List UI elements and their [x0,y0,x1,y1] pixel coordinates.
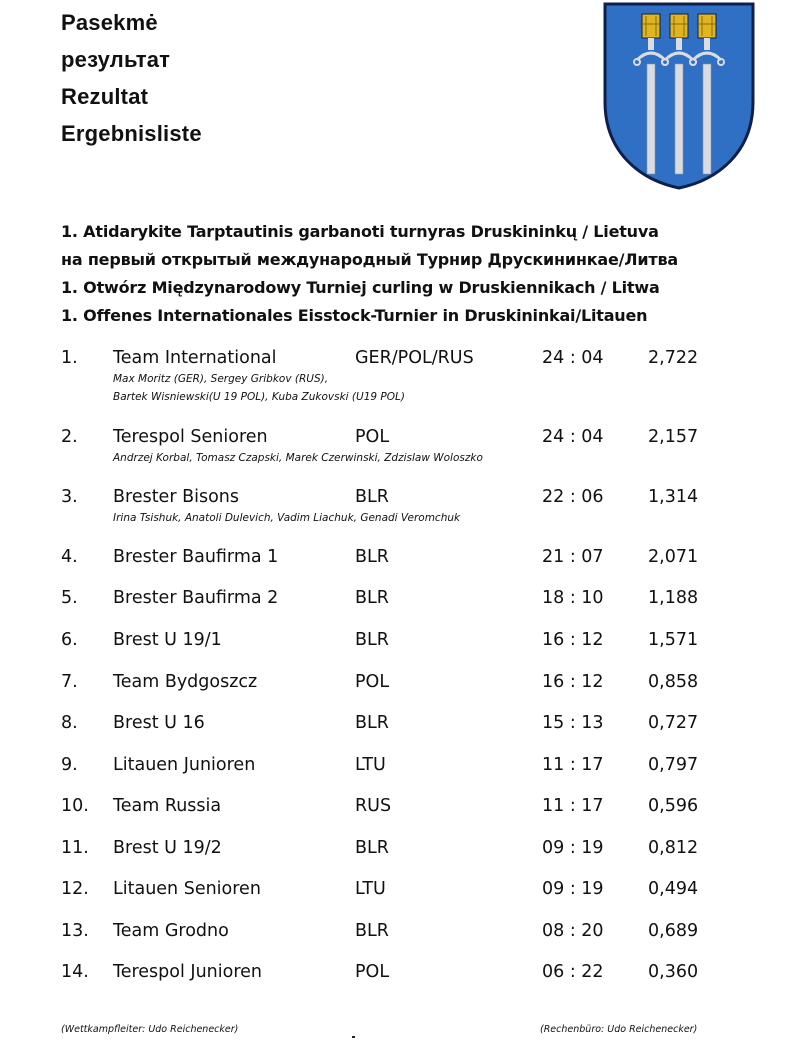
subtitle-line-de: 1. Offenes Internationales Eisstock-Turnier in Druskininkai/Litauen [61,306,648,325]
nation-code: RUS [355,796,392,816]
score-cell: 15 : 13 [542,713,604,733]
score-cell: 24 : 04 [542,348,604,368]
team-name: Litauen Senioren [113,879,261,899]
nation-code: BLR [355,547,389,567]
team-name: Brester Bisons [113,487,239,507]
nation-code: POL [355,427,390,447]
score-cell: 21 : 07 [542,547,604,567]
score-cell: 08 : 20 [542,921,604,941]
team-name: Brester Baufirma 2 [113,588,279,608]
score-cell: 22 : 06 [542,487,604,507]
team-name: Terespol Senioren [113,427,268,447]
player-list [113,509,460,527]
rank-cell: 3. [61,487,78,507]
nation-code: GER/POL/RUS [355,348,474,368]
rank-cell: 14. [61,962,89,982]
ratio-cell: 0,797 [648,755,699,775]
team-name: Team Russia [113,796,222,816]
title-german: Ergebnisliste [61,121,202,146]
ratio-cell: 0,494 [648,879,699,899]
score-cell: 16 : 12 [542,672,604,692]
team-name: Brest U 19/2 [113,838,222,858]
ratio-cell: 1,188 [648,588,699,608]
ratio-cell: 0,727 [648,713,699,733]
team-name: Brest U 16 [113,713,205,733]
scan-dot [352,1036,355,1038]
player-line: Max Moritz (GER), Sergey Gribkov (RUS), [113,373,329,385]
team-name: Litauen Junioren [113,755,256,775]
nation-code: BLR [355,588,389,608]
ratio-cell: 0,596 [648,796,699,816]
nation-code: POL [355,672,390,692]
nation-code: BLR [355,921,389,941]
ratio-cell: 1,571 [648,630,699,650]
nation-code: BLR [355,487,389,507]
ratio-cell: 2,071 [648,547,699,567]
rank-cell: 4. [61,547,78,567]
subtitle-line-pl: 1. Otwórz Międzynarodowy Turniej curling w Druskiennikach / Litwa [61,278,660,297]
rank-cell: 9. [61,755,78,775]
team-name: Team Bydgoszcz [113,672,258,692]
player-line: Andrzej Korbal, Tomasz Czapski, Marek Czerwinski, Zdzislaw Woloszko [113,452,483,464]
player-list [113,449,483,467]
score-cell: 06 : 22 [542,962,604,982]
ratio-cell: 0,689 [648,921,699,941]
ratio-cell: 0,812 [648,838,699,858]
nation-code: BLR [355,713,389,733]
ratio-cell: 2,722 [648,348,699,368]
ratio-cell: 1,314 [648,487,699,507]
rank-cell: 13. [61,921,89,941]
score-cell: 24 : 04 [542,427,604,447]
subtitle-line-ru: на первый открытый международный Турнир Друскининкае/Литва [61,250,678,269]
player-line: Bartek Wisniewski(U 19 POL), Kuba Zukovski (U19 POL) [113,391,405,403]
player-line: Irina Tsishuk, Anatoli Dulevich, Vadim Liachuk, Genadi Veromchuk [113,512,461,524]
ratio-cell: 0,360 [648,962,699,982]
score-cell: 18 : 10 [542,588,604,608]
score-cell: 11 : 17 [542,755,604,775]
rank-cell: 2. [61,427,78,447]
nation-code: LTU [355,879,386,899]
team-name: Brest U 19/1 [113,630,222,650]
nation-code: BLR [355,838,389,858]
team-name: Terespol Junioren [113,962,262,982]
title-lithuanian: Pasekmė [61,10,158,35]
ratio-cell: 0,858 [648,672,699,692]
footer-computing-office: (Rechenbüro: Udo Reichenecker) [540,1024,698,1035]
footer-competition-director: (Wettkampfleiter: Udo Reichenecker) [61,1024,239,1035]
team-name: Team International [113,348,277,368]
score-cell: 09 : 19 [542,879,604,899]
nation-code: BLR [355,630,389,650]
rank-cell: 1. [61,348,78,368]
ratio-cell: 2,157 [648,427,699,447]
nation-code: LTU [355,755,386,775]
rank-cell: 6. [61,630,78,650]
score-cell: 09 : 19 [542,838,604,858]
rank-cell: 7. [61,672,78,692]
team-name: Brester Baufirma 1 [113,547,279,567]
subtitle-line-lt: 1. Atidarykite Tarptautinis garbanoti turnyras Druskininkų / Lietuva [61,222,659,241]
rank-cell: 11. [61,838,89,858]
team-name: Team Grodno [113,921,229,941]
rank-cell: 5. [61,588,78,608]
title-russian: результат [61,47,171,72]
player-list [113,370,405,406]
rank-cell: 12. [61,879,89,899]
rank-cell: 8. [61,713,78,733]
title-polish: Rezultat [61,84,149,109]
nation-code: POL [355,962,390,982]
rank-cell: 10. [61,796,89,816]
score-cell: 11 : 17 [542,796,604,816]
score-cell: 16 : 12 [542,630,604,650]
